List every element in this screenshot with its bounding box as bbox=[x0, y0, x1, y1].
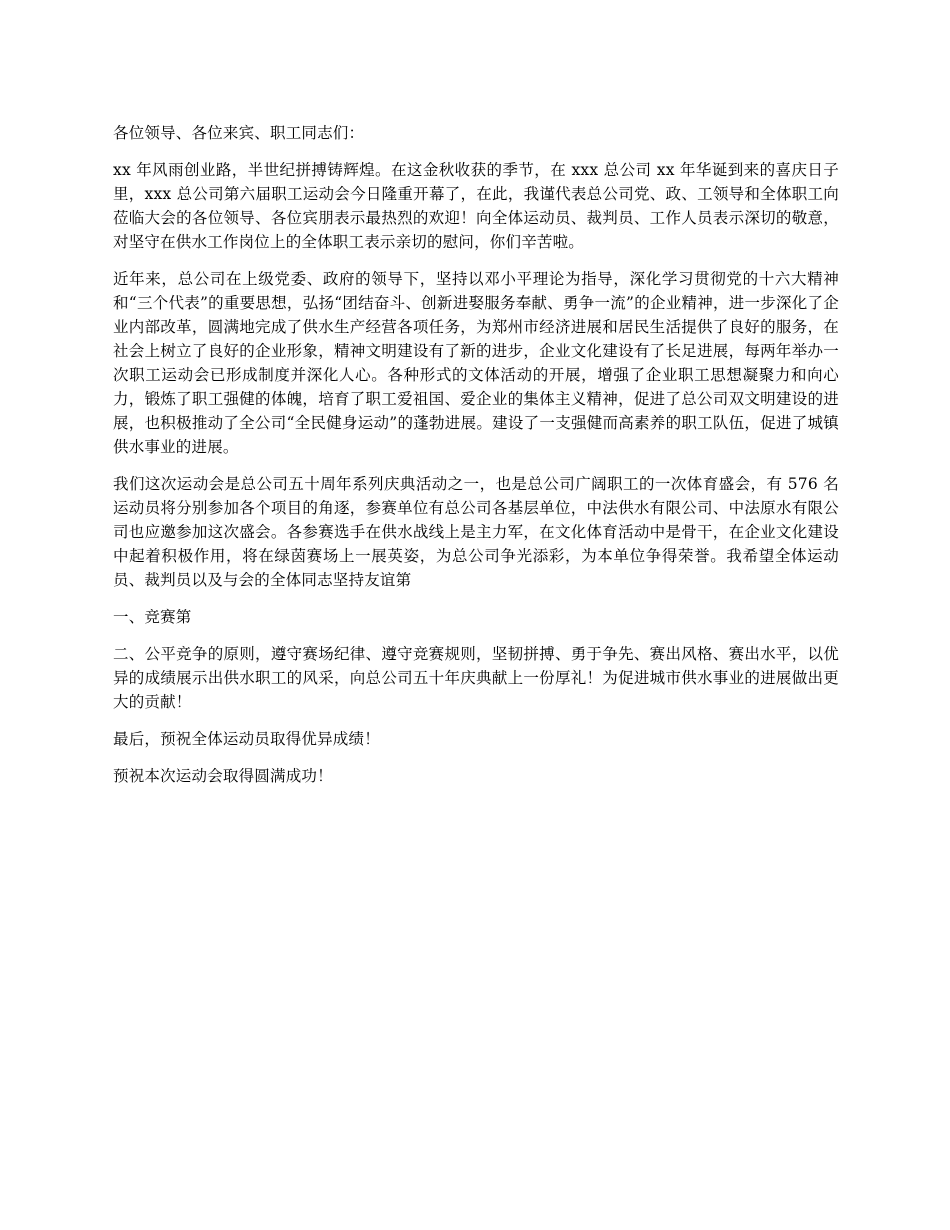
document-body bbox=[113, 121, 839, 801]
paragraph-games-intro: 我们这次运动会是总公司五十周年系列庆典活动之一，也是总公司广阔职工的一次体育盛会，有 576 名运动员将分别参加各个项目的角逐，参赛单位有总公司各基层单位，中法供水有限公司、中法原水有限公司也应邀参加这次盛会。各参赛选手在供水战线上是主力军，在文化体育活动中是骨干，在企业文化建设中起着积极作用，将在绿茵赛场上一展英姿，为总公司争光添彩，为本单位争得荣誉。我希望全体运动员、裁判员以及与会的全体同志坚持友谊第 bbox=[113, 475, 839, 589]
greeting: 各位领导、各位来宾、职工同志们： bbox=[113, 124, 365, 142]
paragraph-welcome: xx 年风雨创业路，半世纪拼搏铸辉煌。在这金秋收获的季节，在 xxx 总公司 xx 年华诞到来的喜庆日子里，xxx 总公司第六届职工运动会今日隆重开幕了，在此，我谨代表总公司党、政、工领导和全体职工向莅临大会的各位领导、各位宾朋表示最热烈的欢迎！向全体运动员、裁判员、工作人员表示深切的敬意，对坚守在供水工作岗位上的全体职工表示亲切的慰问，你们辛苦啦。 bbox=[113, 161, 839, 251]
paragraph-wish-athletes: 最后，预祝全体运动员取得优异成绩！ bbox=[113, 730, 380, 748]
paragraph-item-one: 一、竞赛第 bbox=[113, 608, 192, 626]
paragraph-item-two: 二、公平竞争的原则，遵守赛场纪律、遵守竞赛规则，坚韧拼搏、勇于争先、赛出风格、赛出水平，以优异的成绩展示出供水职工的风采，向总公司五十年庆典献上一份厚礼！为促进城市供水事业的进展做出更大的贡献！ bbox=[113, 645, 839, 711]
paragraph-wish-success: 预祝本次运动会取得圆满成功！ bbox=[113, 767, 333, 785]
paragraph-achievements: 近年来，总公司在上级党委、政府的领导下，坚持以邓小平理论为指导，深化学习贯彻党的十六大精神和“三个代表”的重要思想，弘扬“团结奋斗、创新进娶服务奉献、勇争一流”的企业精神，进一步深化了企业内部改革，圆满地完成了供水生产经营各项任务，为郑州市经济进展和居民生活提供了良好的服务，在社会上树立了良好的企业形象，精神文明建设有了新的进步，企业文化建设有了长足进展，每两年举办一次职工运动会已形成制度并深化人心。各种形式的文体活动的开展，增强了企业职工思想凝聚力和向心力，锻炼了职工强健的体魄，培育了职工爱祖国、爱企业的集体主义精神，促进了总公司双文明建设的进展，也积极推动了全公司“全民健身运动”的蓬勃进展。建设了一支强健而高素养的职工队伍，促进了城镇供水事业的进展。 bbox=[113, 270, 839, 456]
